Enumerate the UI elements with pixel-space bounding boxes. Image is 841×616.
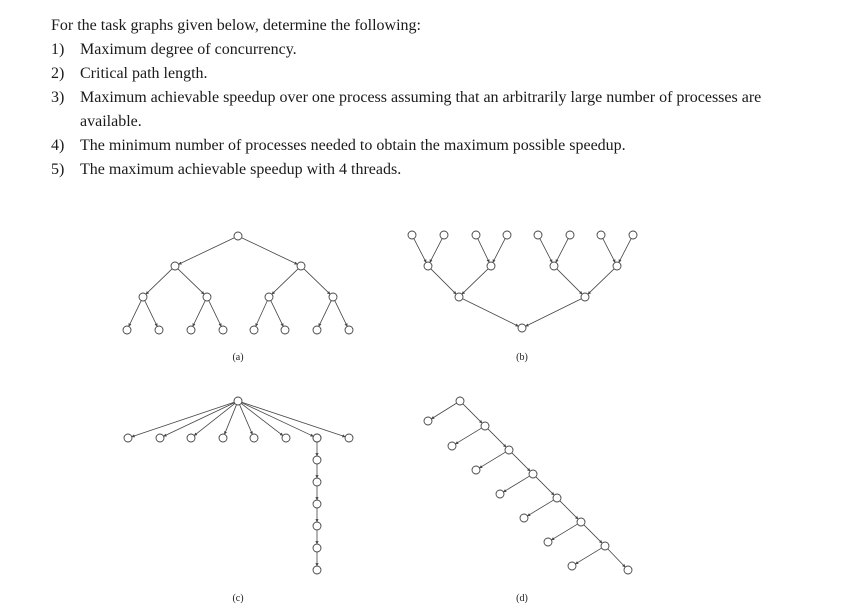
task-node (282, 434, 290, 442)
task-node (234, 232, 242, 240)
dependency-edge (488, 429, 506, 447)
task-node (408, 231, 416, 239)
task-node (496, 490, 504, 498)
task-intro: For the task graphs given below, determine the following: (51, 17, 421, 34)
task-node (297, 262, 305, 270)
dependency-edge (242, 402, 345, 436)
task-node (250, 326, 258, 334)
task-node (503, 231, 511, 239)
dependency-edge (575, 548, 601, 564)
task-node (313, 478, 321, 486)
task-node (234, 397, 242, 405)
task-node (345, 326, 353, 334)
task-node (455, 293, 463, 301)
dependency-edge (556, 239, 568, 263)
task-node (448, 442, 456, 450)
task-node (313, 522, 321, 530)
dependency-edge (431, 403, 456, 419)
question-text: Maximum degree of concurrency. (80, 41, 297, 58)
task-node (281, 326, 289, 334)
task-node (613, 262, 621, 270)
task-node (313, 326, 321, 334)
dependency-edge (560, 501, 578, 519)
dependency-edge (526, 299, 582, 326)
task-node (472, 466, 480, 474)
task-node (529, 470, 537, 478)
question-number: 2) (51, 65, 65, 82)
dependency-edge (178, 269, 204, 294)
dependency-edge (319, 301, 332, 327)
dependency-edge (551, 524, 577, 540)
figure-label-a: (a) (232, 352, 244, 363)
dependency-edge (503, 476, 529, 492)
dependency-edge (271, 301, 284, 327)
dependency-edge (194, 403, 235, 435)
task-node (313, 566, 321, 574)
task-node (219, 326, 227, 334)
task-node (577, 518, 585, 526)
dependency-edge (256, 301, 268, 327)
task-node (581, 293, 589, 301)
task-node (624, 566, 632, 574)
task-node (155, 326, 163, 334)
dependency-edge (193, 301, 206, 327)
dependency-edge (584, 525, 602, 543)
task-graph-b (408, 231, 637, 332)
task-node (505, 446, 513, 454)
task-graph-d (424, 397, 632, 574)
task-node (597, 231, 605, 239)
task-node (124, 434, 132, 442)
dependency-edge (455, 428, 481, 444)
figure-label-b: (b) (516, 352, 528, 363)
dependency-edge (608, 549, 625, 567)
task-node (250, 434, 258, 442)
task-node (345, 434, 353, 442)
task-node (329, 293, 337, 301)
dependency-edge (414, 239, 426, 263)
dependency-edge (129, 301, 142, 327)
task-node (629, 231, 637, 239)
task-node (187, 434, 195, 442)
dependency-edge (145, 301, 158, 327)
dependency-edge (242, 238, 298, 265)
task-node (566, 231, 574, 239)
dependency-edge (304, 269, 330, 294)
task-node (440, 231, 448, 239)
task-node (265, 293, 273, 301)
task-node (550, 262, 558, 270)
question-text: Critical path length. (80, 65, 208, 82)
task-node (518, 324, 526, 332)
task-node (472, 231, 480, 239)
dependency-edge (478, 239, 490, 263)
figure-label-d: (d) (516, 593, 528, 604)
dependency-edge (431, 269, 456, 294)
task-node (219, 434, 227, 442)
task-node (601, 542, 609, 550)
task-graph-c (124, 397, 353, 574)
dependency-edge (225, 405, 237, 435)
task-graph-a (123, 232, 353, 334)
dependency-edge (557, 269, 582, 294)
dependency-edge (536, 477, 554, 495)
task-node (123, 326, 131, 334)
question-number: 1) (51, 41, 65, 58)
task-node (171, 262, 179, 270)
dependency-edge (209, 301, 222, 327)
task-node (534, 231, 542, 239)
dependency-edge (479, 452, 505, 468)
task-node (487, 262, 495, 270)
question-number: 3) (51, 89, 65, 106)
dependency-edge (603, 239, 615, 263)
task-node (553, 494, 561, 502)
question-number: 5) (51, 161, 65, 178)
task-node (156, 434, 164, 442)
task-node (568, 562, 576, 570)
dependency-edge (430, 239, 442, 263)
task-node (520, 514, 528, 522)
question-text: The maximum achievable speedup with 4 threads. (80, 161, 402, 178)
dependency-edge (146, 269, 172, 294)
dependency-edge (179, 238, 235, 265)
task-node (456, 397, 464, 405)
task-node (313, 434, 321, 442)
dependency-edge (272, 269, 298, 294)
task-node (424, 417, 432, 425)
task-node (481, 422, 489, 430)
dependency-edge (463, 299, 519, 326)
dependency-edge (463, 404, 482, 423)
dependency-edge (493, 239, 505, 263)
question-text: Maximum achievable speedup over one process assuming that an arbitrarily large number of processes are available. (80, 89, 762, 130)
task-node (313, 500, 321, 508)
dependency-edge (240, 405, 253, 435)
task-node (424, 262, 432, 270)
question-text: The minimum number of processes needed to obtain the maximum possible speedup. (80, 137, 626, 154)
task-node (313, 456, 321, 464)
task-node (203, 293, 211, 301)
figure-label-c: (c) (232, 593, 244, 604)
question-number: 4) (51, 137, 65, 154)
task-node (313, 544, 321, 552)
dependency-edge (512, 453, 530, 471)
dependency-edge (588, 269, 614, 294)
task-node (544, 538, 552, 546)
dependency-edge (527, 500, 553, 516)
task-node (187, 326, 195, 334)
dependency-edge (335, 301, 348, 327)
dependency-edge (619, 239, 631, 263)
dependency-edge (462, 269, 488, 294)
dependency-edge (540, 239, 552, 263)
dependency-edge (132, 402, 234, 436)
task-node (139, 293, 147, 301)
